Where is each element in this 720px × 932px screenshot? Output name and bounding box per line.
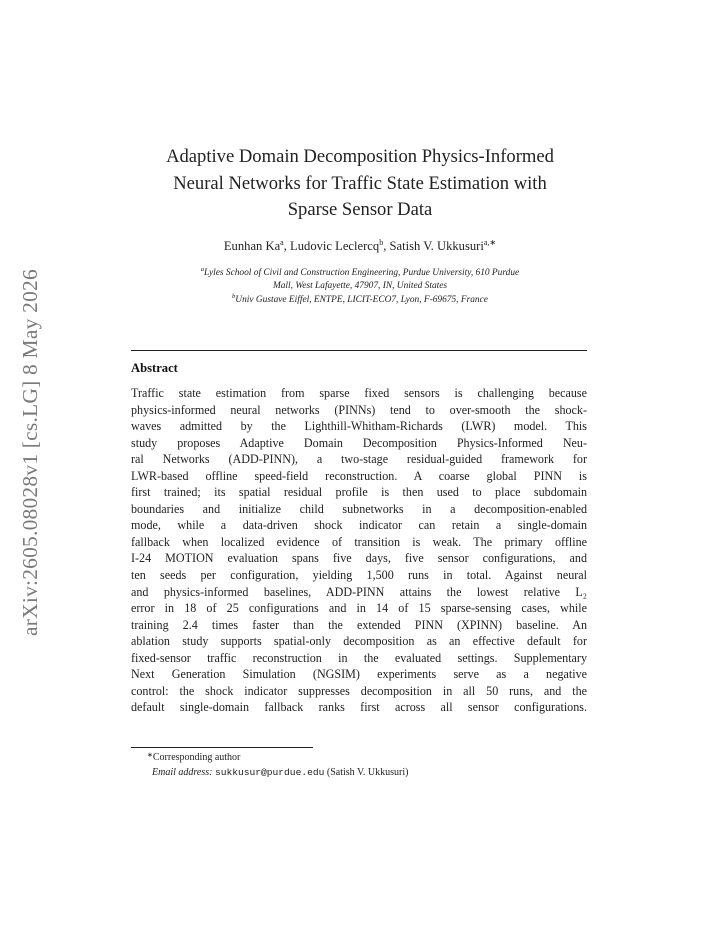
- affiliation-line: [100, 267, 620, 280]
- affiliation-mark: b: [232, 292, 236, 300]
- email-owner: (Satish V. Ukkusuri): [326, 766, 409, 778]
- author-affiliation-mark: b: [379, 238, 384, 247]
- abstract-line: physics-informed neural networks (PINNs) tend to over-smooth the shock-: [131, 402, 587, 417]
- footnotes: [147, 751, 408, 780]
- abstract-line: study proposes Adaptive Domain Decomposition Physics-Informed Neu-: [131, 435, 587, 450]
- abstract-line: fixed-sensor traffic reconstruction in the evaluated settings. Supplementary: [131, 650, 587, 665]
- paper-title: [100, 144, 620, 224]
- abstract-line: control: the shock indicator suppresses decomposition in all 50 runs, and the: [131, 683, 587, 698]
- title-line: Adaptive Domain Decomposition Physics-Informed: [166, 146, 554, 167]
- author-separator: ,: [283, 239, 291, 253]
- abstract-line: ten seeds per configuration, yielding 1,500 runs in total. Against neural: [131, 568, 587, 583]
- affiliation-text: Lyles School of Civil and Construction Engineering, Purdue University, 610 Purdue: [204, 268, 520, 278]
- author-name: Ludovic Leclercq: [290, 239, 380, 253]
- abstract-line: Next Generation Simulation (NGSIM) experiments serve as a negative: [131, 667, 587, 682]
- corresponding-mark: ∗: [147, 751, 153, 759]
- abstract-line: ral Networks (ADD-PINN), a two-stage residual-guided framework for: [131, 452, 587, 467]
- abstract-body: [131, 385, 587, 716]
- abstract-line: first trained; its spatial residual profile is then used to place subdomain: [131, 485, 587, 500]
- author-list: [100, 239, 620, 254]
- affiliation-text: Mall, West Lafayette, 47907, IN, United States: [272, 281, 448, 292]
- email-label: Email address:: [152, 766, 213, 778]
- abstract-line: waves admitted by the Lighthill-Whitham-Richards (LWR) model. This: [131, 419, 587, 434]
- arxiv-identifier-stamp: [10, 262, 50, 642]
- email-link[interactable]: sukkusur@purdue.edu: [214, 766, 325, 778]
- author-affiliation-mark: a,∗: [483, 238, 497, 247]
- affiliation-mark: a: [200, 266, 205, 273]
- author-separator: ,: [383, 239, 390, 253]
- affiliation-list: [100, 267, 620, 307]
- author-affiliation-mark: a: [280, 238, 284, 247]
- abstract-line: training 2.4 times faster than the extended PINN (XPINN) baseline. An: [131, 617, 587, 632]
- author-name: Satish V. Ukkusuri: [389, 239, 484, 253]
- arxiv-identifier-text: arXiv:2605.08028v1 [cs.LG] 8 May 2026: [17, 268, 42, 636]
- affiliation-text: Univ Gustave Eiffel, ENTPE, LICIT-ECO7, Lyon, F-69675, France: [235, 294, 488, 305]
- footnote-rule: [131, 747, 313, 748]
- affiliation-line: [100, 280, 620, 293]
- abstract-line: boundaries and initialize child subnetworks in a decomposition-enabled: [131, 501, 587, 516]
- abstract-heading: Abstract: [131, 361, 178, 375]
- abstract-line: error in 18 of 25 configurations and in 14 of 15 sparse-sensing cases, while: [131, 601, 587, 616]
- abstract-line: and physics-informed baselines, ADD-PINN attains the lowest relative L₂: [131, 584, 587, 599]
- abstract-line: default single-domain fallback ranks first across all sensor configurations.: [131, 700, 587, 715]
- corresponding-author-note: [147, 751, 408, 766]
- abstract-line: LWR-based offline speed-field reconstruction. A coarse global PINN is: [131, 468, 587, 483]
- abstract-line: ablation study supports spatial-only decomposition as an effective default for: [131, 634, 587, 649]
- abstract-line: mode, while a data-driven shock indicator can retain a single-domain: [131, 518, 587, 533]
- abstract-line: fallback when localized evidence of transition is weak. The primary offline: [131, 534, 587, 549]
- author-name: Eunhan Ka: [223, 239, 281, 253]
- corresponding-text: Corresponding author: [152, 752, 241, 763]
- affiliation-line: [100, 294, 620, 307]
- title-line: Neural Networks for Traffic State Estimation with: [173, 172, 547, 194]
- abstract-top-rule: [131, 350, 587, 351]
- email-note: [147, 766, 408, 781]
- abstract-line: I-24 MOTION evaluation spans five days, five sensor configurations, and: [131, 551, 587, 566]
- abstract-line: Traffic state estimation from sparse fixed sensors is challenging because: [131, 386, 587, 400]
- title-line: Sparse Sensor Data: [287, 199, 433, 220]
